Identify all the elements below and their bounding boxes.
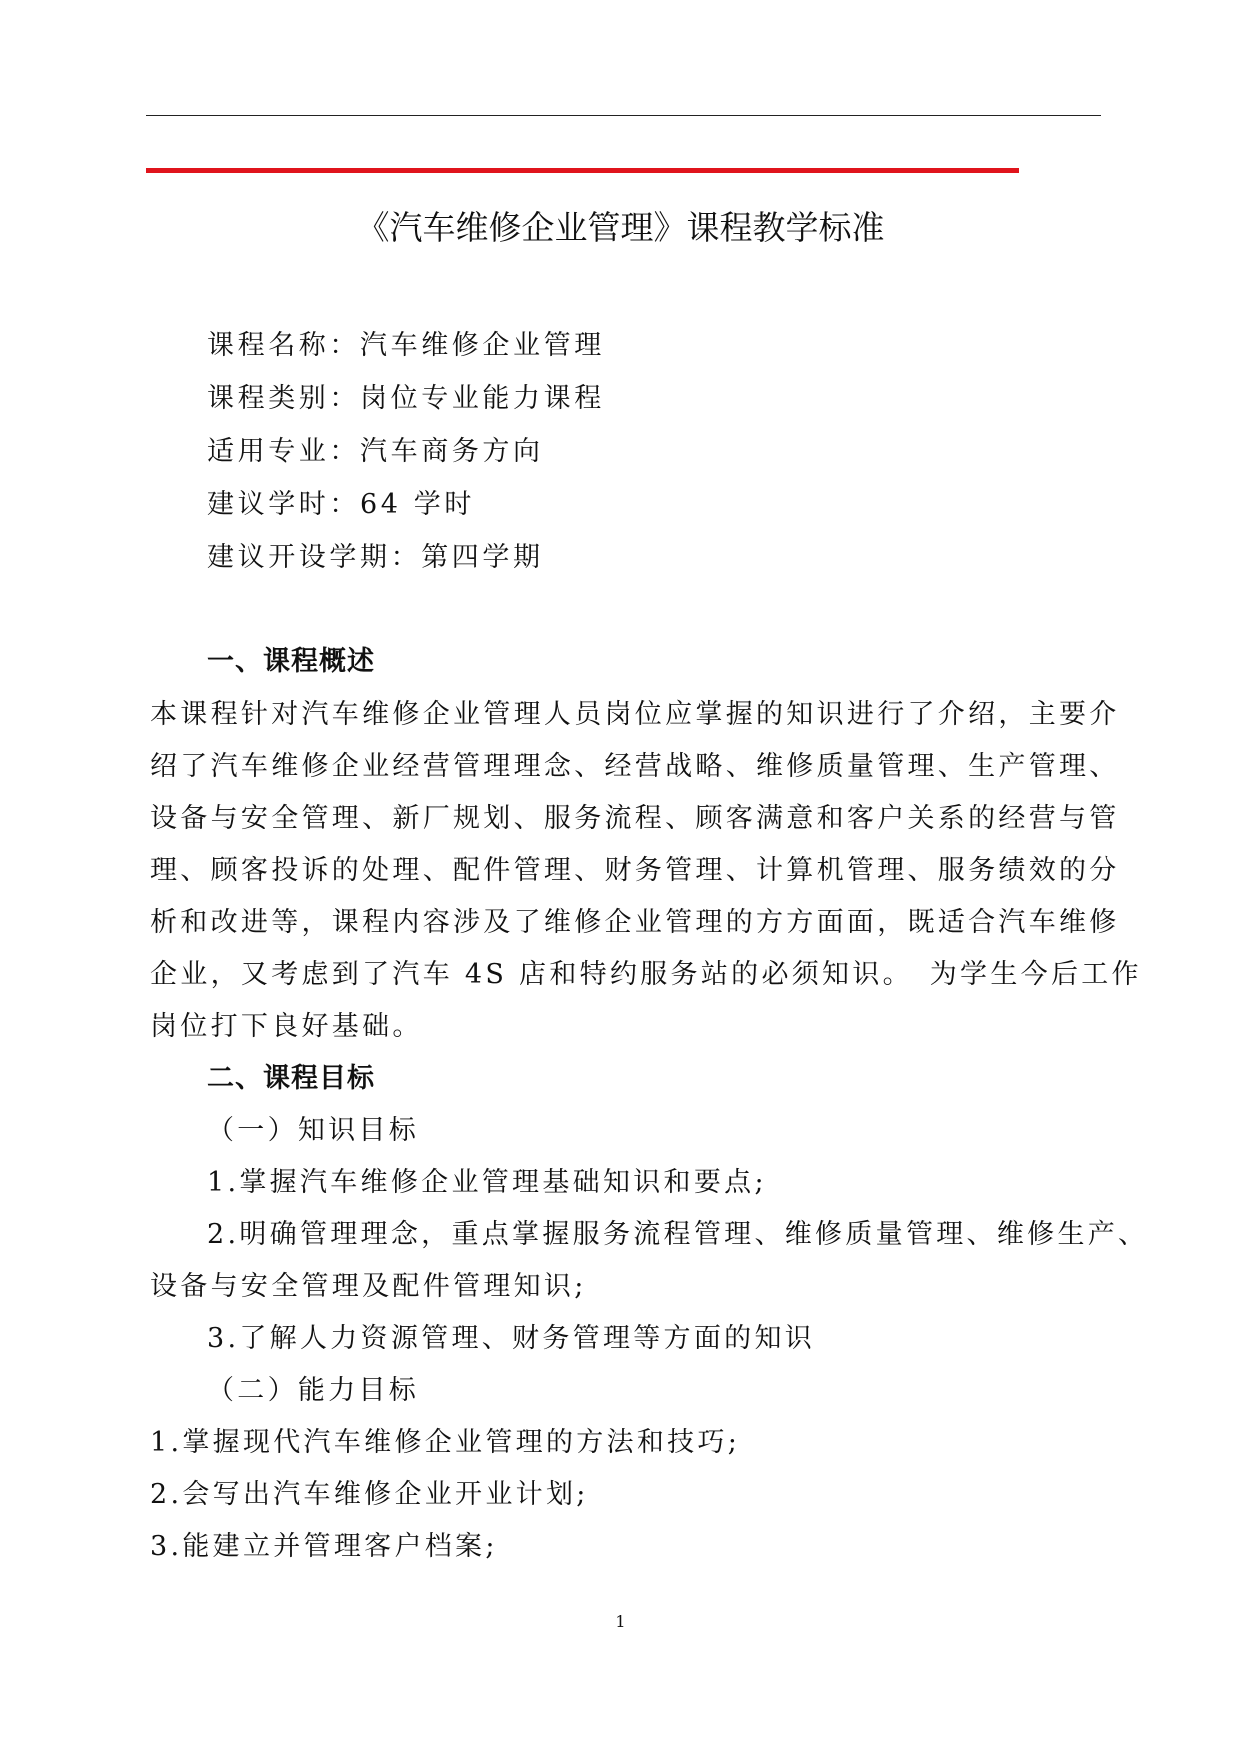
section-heading-objectives: 二、课程目标 bbox=[207, 1063, 375, 1094]
overview-line: 绍了汽车维修企业经营管理理念、经营战略、维修质量管理、生产管理、 bbox=[150, 751, 1120, 782]
knowledge-item: 3.了解人力资源管理、财务管理等方面的知识 bbox=[207, 1323, 816, 1354]
meta-course-name: 课程名称：汽车维修企业管理 bbox=[207, 330, 605, 361]
knowledge-item-continued: 设备与安全管理及配件管理知识; bbox=[150, 1271, 587, 1302]
overview-line: 企业，又考虑到了汽车 4S 店和特约服务站的必须知识。 为学生今后工作 bbox=[150, 959, 1142, 990]
subheading-knowledge-objectives: （一）知识目标 bbox=[207, 1115, 420, 1146]
overview-line: 设备与安全管理、新厂规划、服务流程、顾客满意和客户关系的经营与管 bbox=[150, 803, 1120, 834]
overview-line: 析和改进等，课程内容涉及了维修企业管理的方方面面，既适合汽车维修 bbox=[150, 907, 1120, 938]
ability-item: 1.掌握现代汽车维修企业管理的方法和技巧; bbox=[150, 1427, 741, 1458]
section-heading-overview: 一、课程概述 bbox=[207, 646, 375, 677]
overview-line: 岗位打下良好基础。 bbox=[150, 1011, 423, 1042]
ability-item: 2.会写出汽车维修企业开业计划; bbox=[150, 1479, 589, 1510]
ability-item: 3.能建立并管理客户档案; bbox=[150, 1531, 498, 1562]
meta-suggested-semester: 建议开设学期：第四学期 bbox=[207, 542, 544, 573]
subheading-ability-objectives: （二）能力目标 bbox=[207, 1375, 420, 1406]
header-rule bbox=[146, 115, 1101, 116]
knowledge-item: 1.掌握汽车维修企业管理基础知识和要点; bbox=[207, 1167, 767, 1198]
meta-suggested-hours: 建议学时：64 学时 bbox=[207, 489, 475, 520]
overview-line: 本课程针对汽车维修企业管理人员岗位应掌握的知识进行了介绍，主要介 bbox=[150, 699, 1120, 730]
red-title-rule bbox=[146, 168, 1019, 173]
meta-applicable-major: 适用专业：汽车商务方向 bbox=[207, 436, 544, 467]
meta-course-category: 课程类别：岗位专业能力课程 bbox=[207, 383, 605, 414]
overview-line: 理、顾客投诉的处理、配件管理、财务管理、计算机管理、服务绩效的分 bbox=[150, 855, 1120, 886]
document-title: 《汽车维修企业管理》课程教学标准 bbox=[356, 208, 885, 247]
knowledge-item: 2.明确管理理念，重点掌握服务流程管理、维修质量管理、维修生产、 bbox=[207, 1219, 1149, 1250]
page-number: 1 bbox=[615, 1612, 626, 1631]
